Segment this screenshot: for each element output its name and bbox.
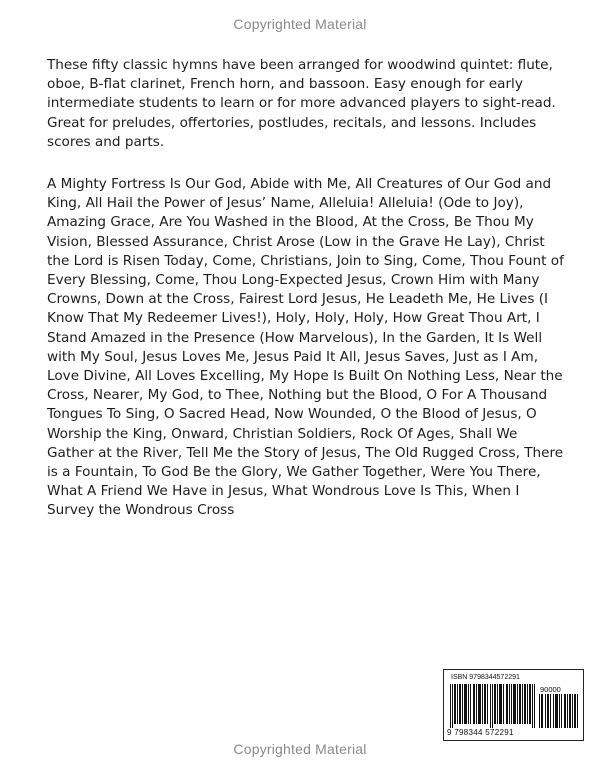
isbn-label: ISBN 9798344572291 <box>451 674 520 681</box>
barcode-bars-icon <box>450 684 536 728</box>
hymn-list: A Mighty Fortress Is Our God, Abide with Me, All Creatures of Our God and King, All Hail the Power of Jesus’ Name, Alleluia! Alleluia! (Ode to Joy), Amazing Grace, Are You Washed in the Blood, At the Cross, Be Thou My Vision, Blessed Assurance, Christ Arose (Low in the Grave He Lay), Christ the Lord is Risen Today, Come, Christians, Join to Sing, Come, Thou Fount of Every Blessing, Come, Thou Long-Expected Jesus, Crown Him with Many Crowns, Down at the Cross, Fairest Lord Jesus, He Leadeth Me, He Lives (I Know That My Redeemer Lives!), Holy, Holy, Holy, How Great Thou Art, I Stand Amazed in the Presence (How Marvelous), In the Garden, It Is Well with My Soul, Jesus Loves Me, Jesus Paid It All, Jesus Saves, Just as I Am, Love Divine, All Loves Excelling, My Hope Is Built On Nothing Less, Near the Cross, Nearer, My God, to Thee, Nothing but the Blood, O For A Thousand Tongues To Sing, O Sacred Head, Now Wounded, O the Blood of Jesus, O Worship the King, Onward, Christian Soldiers, Rock Of Ages, Shall We Gather at the River, Tell Me the Story of Jesus, The Old Rugged Cross, There is a Fountain, To God Be the Glory, We Gather Together, Were You There, What A Friend We Have in Jesus, What Wondrous Love Is This, When I Survey the Wondrous Cross <box>47 176 564 519</box>
isbn-barcode <box>443 669 584 741</box>
barcode-addon-bars-icon <box>539 694 579 728</box>
price-code: 90000 <box>540 685 561 694</box>
copyright-watermark-bottom: Copyrighted Material <box>233 741 367 757</box>
isbn-digits: 9 798344 572291 <box>447 728 514 737</box>
copyright-watermark-top: Copyrighted Material <box>233 16 367 32</box>
book-description: These fifty classic hymns have been arranged for woodwind quintet: flute, oboe, B-flat clarinet, French horn, and bassoon. Easy enough for early intermediate students to learn or for more advanced players to sight-read. Great for preludes, offertories, postludes, recitals, and lessons. Includes scores and parts. <box>47 57 556 150</box>
